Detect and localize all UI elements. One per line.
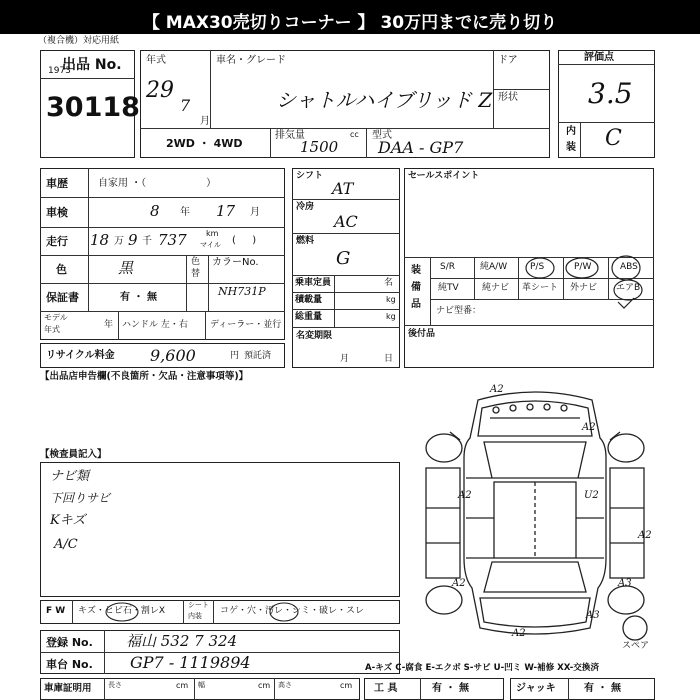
tools-value: 有 ・ 無 xyxy=(432,683,469,694)
damage-mark: U2 xyxy=(584,490,599,501)
mileage-unit-mile: マイル xyxy=(200,241,221,249)
displacement-unit: cc xyxy=(350,130,359,139)
seat-items: コゲ・穴・汚レ・シミ・破レ・スレ xyxy=(220,606,365,616)
mileage-man-unit: 万 xyxy=(114,236,124,247)
seat-label-1: シート xyxy=(188,601,209,609)
damage-mark: A2 xyxy=(582,422,596,433)
mileage-handwritten: 737 xyxy=(158,231,187,249)
lot-sub: 1973 xyxy=(48,66,71,76)
inspection-label: 車検 xyxy=(46,206,68,219)
year-month-unit: 月 xyxy=(200,116,210,127)
equip-aw: 純A/W xyxy=(480,262,508,272)
mileage-label: 走行 xyxy=(46,235,68,248)
cert-unit-3: cm xyxy=(340,681,353,690)
recycle-value: 9,600 xyxy=(150,346,196,365)
cert-unit-1: cm xyxy=(176,681,189,690)
name-change-unit-2: 日 xyxy=(384,354,394,364)
interior-value: C xyxy=(605,126,622,151)
model-year-label-1: モデル xyxy=(44,313,68,322)
sales-point-label: セールスポイント xyxy=(408,171,480,181)
mileage-thousand: 9 xyxy=(128,231,138,249)
mileage-thousand-unit: 千 xyxy=(142,236,152,247)
history-value: 自家用 ・（ ） xyxy=(98,178,217,189)
seat-label-2: 内装 xyxy=(188,612,202,620)
damage-legend: A-キズ C-腐食 E-エクボ S-サビ U-凹ミ W-補修 XX-交換済 xyxy=(365,663,600,673)
mileage-paren: ( ) xyxy=(232,235,257,246)
inspector-line-1: ナビ類 xyxy=(50,469,90,484)
recycle-note: 預託済 xyxy=(244,351,272,361)
inspector-line-2: 下回りサビ xyxy=(50,491,111,505)
color-code-label: カラーNo. xyxy=(212,257,259,268)
inspection-year: 8 xyxy=(150,202,160,220)
gross-unit: kg xyxy=(386,312,396,321)
damage-mark: A2 xyxy=(490,384,504,395)
inspection-month: 17 xyxy=(216,202,236,220)
dealer-options: ディーラー・並行 xyxy=(210,320,282,330)
inspector-line-4: A/C xyxy=(54,537,78,552)
chassis-value: GP7 - 1119894 xyxy=(130,653,251,672)
jack-label: ジャッキ xyxy=(516,683,556,694)
equip-abs: ABS xyxy=(620,262,638,272)
seat-circle xyxy=(268,600,308,624)
score-label: 評価点 xyxy=(584,52,614,63)
color-change-label-1: 色 xyxy=(191,257,201,267)
fuel-label: 燃料 xyxy=(296,236,315,246)
equipment-marks xyxy=(404,250,654,330)
registration-value: 福山 532 7 324 xyxy=(126,632,238,650)
equip-sr: S/R xyxy=(440,262,455,272)
damage-mark: A2 xyxy=(452,578,466,589)
equip-tv: 純TV xyxy=(438,283,459,293)
model-label: 車名・グレード xyxy=(216,55,286,66)
fw-label: F W xyxy=(46,606,66,616)
model-year-unit: 年 xyxy=(104,320,114,330)
aircon-label: 冷房 xyxy=(296,202,315,212)
shift-label: シフト xyxy=(296,171,324,181)
gross-label: 総重量 xyxy=(295,312,323,322)
mileage-man: 18 xyxy=(90,231,110,249)
year-label: 年式 xyxy=(146,55,166,66)
inspector-label: 【検査員記入】 xyxy=(40,449,107,460)
handle-options: ハンドル 左・右 xyxy=(122,320,188,330)
inspector-line-3: Kキズ xyxy=(50,513,86,528)
color-value: 黒 xyxy=(118,259,134,277)
drive-options: 2WD ・ 4WD xyxy=(166,137,243,150)
type-value: DAA - GP7 xyxy=(378,138,464,157)
inspection-year-unit: 年 xyxy=(180,207,190,218)
year-month-value: 7 xyxy=(180,96,191,115)
banner-text: 【 MAX30売切りコーナー 】 30万円までに売り切り xyxy=(142,13,558,33)
equip-airbag: エアB xyxy=(616,283,641,293)
name-change-label: 名変期限 xyxy=(296,331,333,341)
aircon-value: AC xyxy=(334,212,358,231)
interior-label-1: 内 xyxy=(566,126,576,137)
displacement-label: 排気量 xyxy=(275,130,305,141)
color-change-label-2: 替 xyxy=(191,269,201,279)
jack-value: 有 ・ 無 xyxy=(584,683,621,694)
mileage-unit-km: km xyxy=(206,229,219,238)
door-label: ドア xyxy=(498,55,518,66)
recycle-unit: 円 xyxy=(230,351,240,361)
type-label: 型式 xyxy=(372,130,392,141)
shape-label: 形状 xyxy=(498,92,518,103)
lot-label: 出品 No. xyxy=(62,57,122,73)
displacement-value: 1500 xyxy=(300,138,339,156)
damage-mark: A3 xyxy=(618,578,632,589)
cert-height: 高さ xyxy=(278,681,292,689)
inspection-month-unit: 月 xyxy=(250,207,260,218)
equip-ext-navi: 外ナビ xyxy=(570,283,598,293)
cert-width: 幅 xyxy=(198,681,205,689)
equip-pw: P/W xyxy=(574,262,592,272)
equip-navi: 純ナビ xyxy=(482,283,510,293)
equip-leather: 革シート xyxy=(522,283,559,293)
damage-mark: A2 xyxy=(458,490,472,501)
top-note: （複合機）対応用紙 xyxy=(38,36,120,46)
history-label: 車歴 xyxy=(46,177,68,190)
tools-label: 工 具 xyxy=(374,683,398,694)
car-damage-diagram xyxy=(400,378,670,658)
chassis-label: 車台 No. xyxy=(46,658,93,671)
score-value: 3.5 xyxy=(588,77,633,110)
model-year-label-2: 年式 xyxy=(44,325,60,334)
interior-label-2: 装 xyxy=(566,142,576,153)
damage-mark: A2 xyxy=(512,628,526,639)
cert-label: 車庫証明用 xyxy=(44,683,92,694)
navi-model-label: ナビ型番： xyxy=(436,306,482,316)
equipment-label-1: 装 xyxy=(411,265,421,276)
inspector-box xyxy=(40,462,400,597)
capacity-unit: 名 xyxy=(384,278,394,288)
fuel-value: G xyxy=(336,248,351,269)
spare-label: スペア xyxy=(622,641,650,651)
color-code-value: NH731P xyxy=(218,285,266,298)
shift-value: AT xyxy=(332,179,354,198)
equipment-label-2: 備 xyxy=(411,282,421,293)
fw-circle xyxy=(100,600,150,624)
damage-mark: A2 xyxy=(638,530,652,541)
equip-ps: P/S xyxy=(530,262,545,272)
year-era-value: 29 xyxy=(146,78,174,103)
recycle-label: リサイクル料金 xyxy=(46,350,115,361)
name-change-unit: 月 xyxy=(340,354,350,364)
damage-mark: A3 xyxy=(586,610,600,621)
load-label: 積載量 xyxy=(295,295,323,305)
warranty-label: 保証書 xyxy=(46,291,79,304)
vehicle-info-box xyxy=(40,168,285,340)
declaration-label: 【出品店申告欄(不良箇所・欠品・注意事項等)】 xyxy=(40,371,249,382)
fw-items: キズ・ヒビ石・割レX xyxy=(78,606,165,616)
after-label: 後付品 xyxy=(408,329,436,339)
model-value: シャトルハイブリッド Z xyxy=(276,88,493,112)
cert-unit-2: cm xyxy=(258,681,271,690)
equipment-label-3: 品 xyxy=(411,299,421,310)
color-label: 色 xyxy=(56,263,67,276)
lot-number: 30118 xyxy=(46,92,140,123)
capacity-label: 乗車定員 xyxy=(295,278,332,288)
load-unit: kg xyxy=(386,295,396,304)
cert-length: 長さ xyxy=(108,681,122,689)
registration-label: 登録 No. xyxy=(46,636,93,649)
warranty-value: 有 ・ 無 xyxy=(120,292,157,303)
